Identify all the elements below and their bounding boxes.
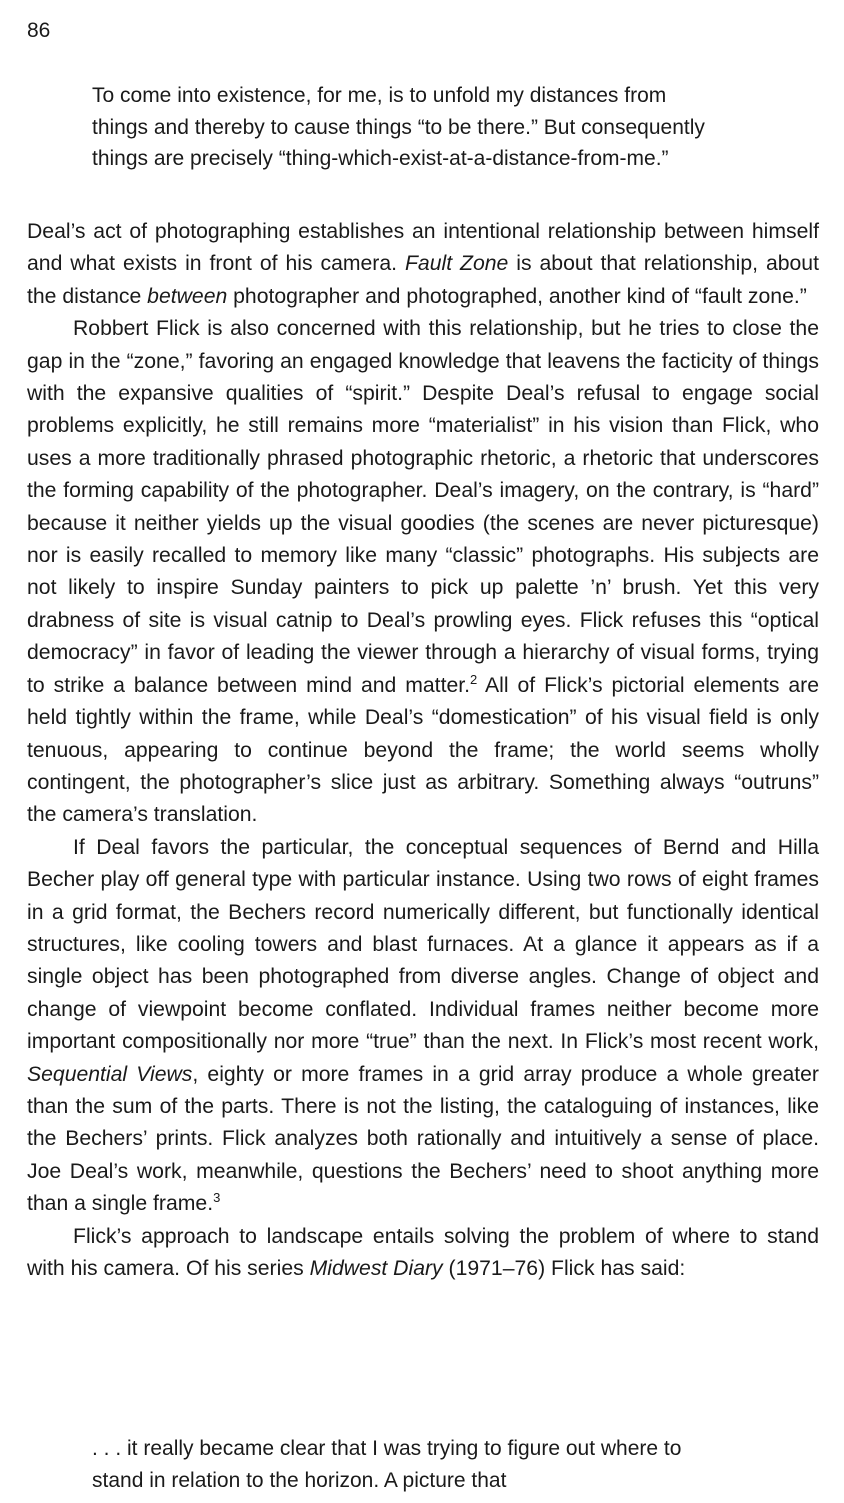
- title-sequential-views: Sequential Views: [27, 1062, 193, 1086]
- paragraph-1: [27, 216, 819, 313]
- title-midwest-diary: Midwest Diary: [309, 1257, 443, 1280]
- paragraph-3: [27, 832, 819, 1221]
- paragraph-2: [27, 313, 819, 832]
- body-text: [27, 216, 819, 1285]
- text-run: Deal’s act of photographing establishes an intentional relationship between himself and what exists in front of his camera.: [27, 220, 819, 276]
- block-quote-bottom: [92, 1433, 712, 1496]
- text-run: If Deal favors the particular, the conceptual sequences of Bernd and Hilla Becher play off general type with particular instance. Using two rows of eight frames in a grid format, the Bechers record numerically different, but functionally identical structures, like cooling towers and blast furnaces. At a glance it appears as if a single object has been photographed from diverse angles. Change of object and change of viewpoint become conflated. Individual frames neither become more important compositionally nor more “true” than the next. In Flick’s most recent work,: [27, 835, 819, 1054]
- quote-text: To come into existence, for me, is to unfold my distances from things and thereby to cause things “to be there.” But consequently things are precisely “thing-which-exist-at-a-distance-from-me.”: [92, 84, 705, 170]
- text-run: Flick’s approach to landscape entails solving the problem of where to stand with his camera. Of his series: [27, 1224, 819, 1280]
- page-number: 86: [27, 19, 51, 42]
- paragraph-4: [27, 1221, 819, 1286]
- text-run: Robbert Flick is also concerned with this relationship, but he tries to close the gap in the “zone,” favoring an engaged knowledge that leavens the facticity of things with the expansive qualities of “spirit.” Despite Deal’s refusal to engage social problems explicitly, he still remains more “materialist” in his vision than Flick, who uses a more traditionally phrased photographic rhetoric, a rhetoric that underscores the forming capability of the photographer. Deal’s imagery, on the contrary, is “hard” because it neither yields up the visual goodies (the scenes are never picturesque) nor is easily recalled to memory like many “classic” photographs. His subjects are not likely to inspire Sunday painters to pick up palette ’n’ brush. Yet this very drabness of site is visual catnip to Deal’s prowling eyes. Flick refuses this “optical democracy” in favor of leading the viewer through a hierarchy of visual forms, trying to strike a balance between mind and matter.: [27, 317, 819, 697]
- footnote-ref-3: 3: [213, 1190, 221, 1206]
- emphasis-between: between: [147, 284, 228, 308]
- title-fault-zone: Fault Zone: [404, 252, 509, 276]
- block-quote-top: [92, 80, 712, 175]
- text-run: is about that relationship, about the distance: [27, 252, 819, 308]
- text-run: All of Flick’s pictorial elements are held tightly within the frame, while Deal’s “domestication” of his visual field is only tenuous, appearing to continue beyond the frame; the world seems wholly contingent, the photographer’s slice just as arbitrary. Something always “outruns” the camera’s translation.: [27, 673, 819, 827]
- text-run: photographer and photographed, another kind of “fault zone.”: [227, 284, 807, 308]
- footnote-ref-2: 2: [470, 671, 478, 687]
- quote-text: . . . it really became clear that I was trying to figure out where to stand in relation to the horizon. A picture that: [92, 1437, 682, 1492]
- text-run: (1971–76) Flick has said:: [442, 1257, 686, 1280]
- text-run: , eighty or more frames in a grid array produce a whole greater than the sum of the parts. There is not the listing, the cataloguing of instances, like the Bechers’ prints. Flick analyzes both rationally and intuitively a sense of place. Joe Deal’s work, meanwhile, questions the Bechers’ need to shoot anything more than a single frame.: [27, 1062, 819, 1216]
